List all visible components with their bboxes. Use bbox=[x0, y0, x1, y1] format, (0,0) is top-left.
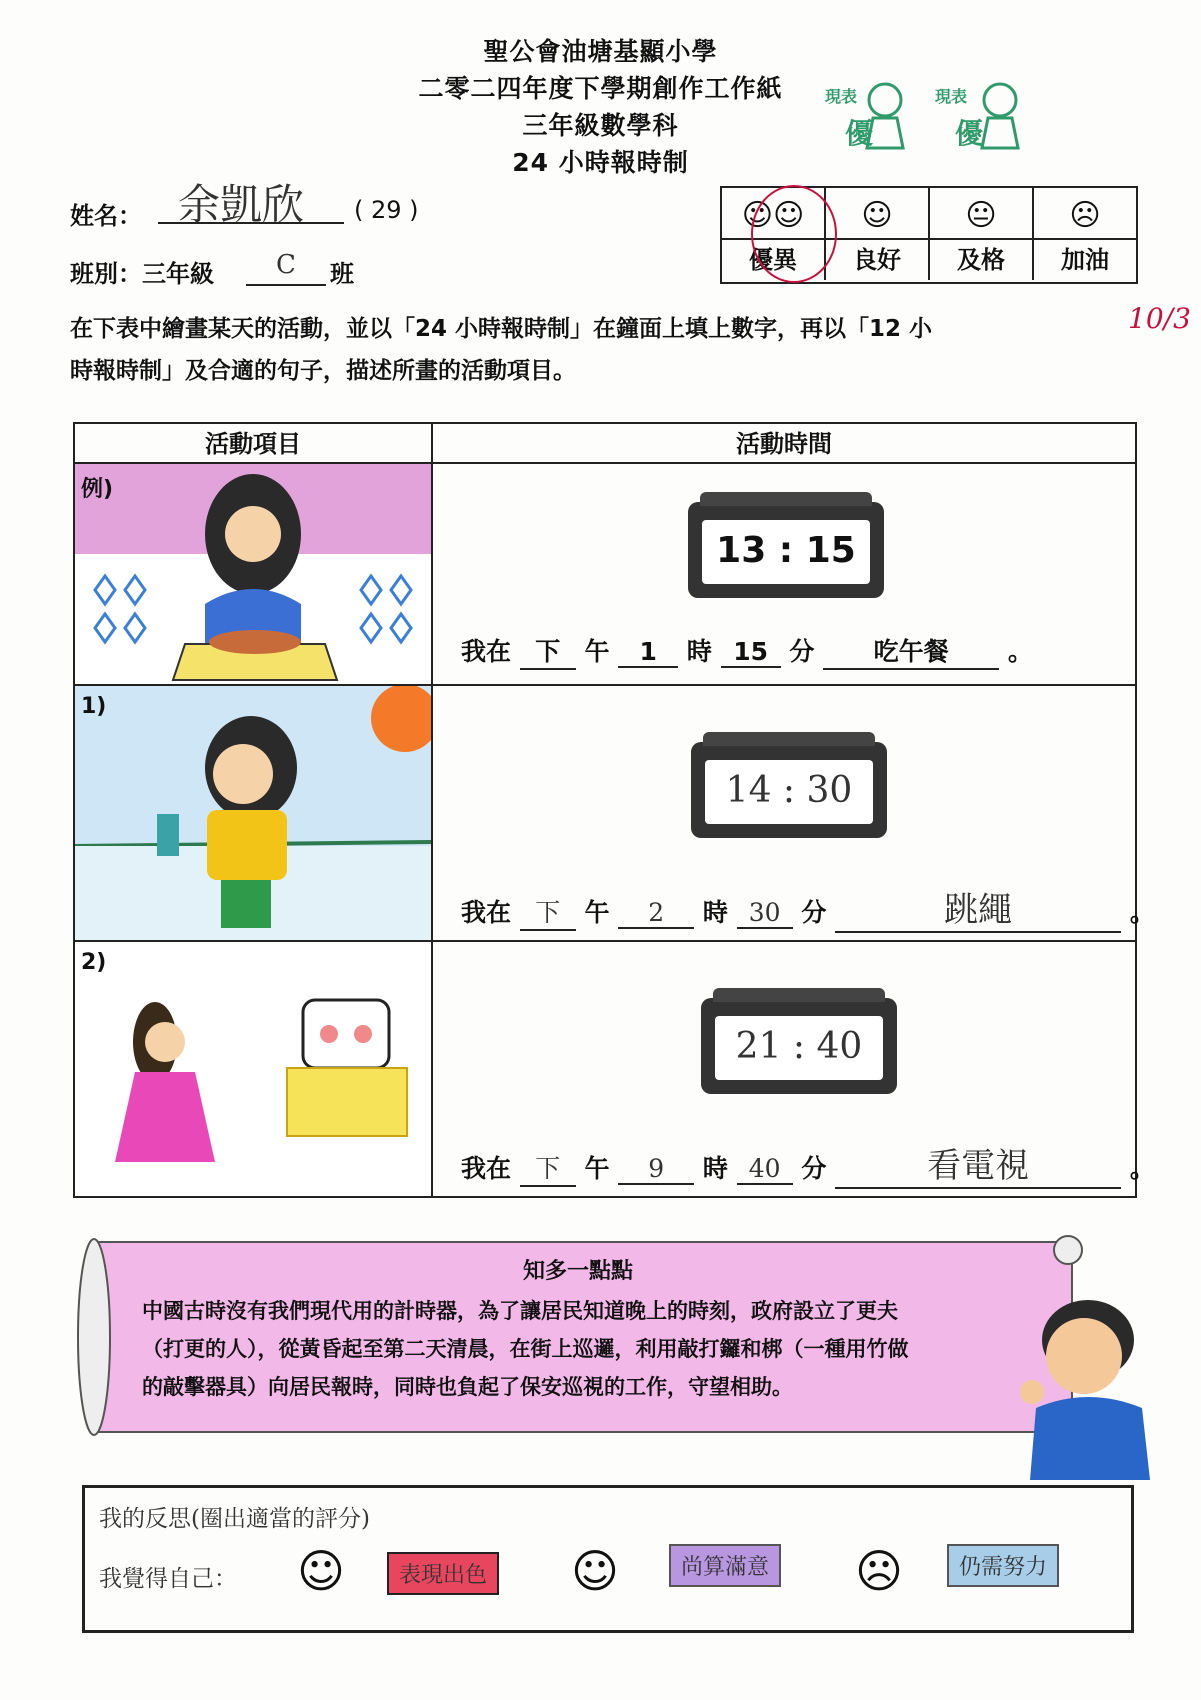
sentence-word: 我在 bbox=[461, 1154, 512, 1183]
sentence-end: 。 bbox=[1129, 1154, 1155, 1183]
time-cell bbox=[433, 464, 1135, 684]
digital-clock bbox=[701, 998, 897, 1094]
column-header-time: 活動時間 bbox=[432, 423, 1136, 463]
sentence-end: 。 bbox=[1007, 637, 1033, 666]
option-excellent[interactable]: 表現出色 bbox=[387, 1552, 499, 1595]
row-label: 1) bbox=[81, 694, 107, 719]
table-row bbox=[74, 463, 1136, 685]
grade-pass[interactable] bbox=[930, 188, 1034, 280]
sentence-word: 時 bbox=[686, 637, 712, 666]
class-label: 班別：三年級 bbox=[70, 260, 214, 288]
sentence-end: 。 bbox=[1129, 898, 1155, 927]
time-cell bbox=[433, 686, 1155, 940]
table-row bbox=[74, 941, 1136, 1197]
sad-face-icon: ☹ bbox=[1069, 198, 1101, 233]
sentence-word: 時 bbox=[702, 1154, 728, 1183]
column-header-activity: 活動項目 bbox=[74, 423, 432, 463]
excellent-faces-icon: ☺☺ bbox=[741, 198, 805, 233]
option-satisfactory[interactable]: 尚算滿意 bbox=[669, 1544, 781, 1587]
knowledge-line: （打更的人），從黃昏起至第二天清晨，在街上巡邏，利用敲打鑼和梆（一種用竹做 bbox=[142, 1337, 909, 1361]
class-suffix: 班 bbox=[330, 260, 354, 288]
neutral-face-icon: 😐 bbox=[965, 198, 997, 233]
activity-table bbox=[73, 422, 1155, 1198]
row-label: 例) bbox=[81, 477, 114, 502]
knowledge-title: 知多一點點 bbox=[522, 1259, 633, 1284]
minute-blank[interactable]: 40 bbox=[737, 1154, 793, 1185]
instruction-line-1: 在下表中繪畫某天的活動，並以「24 小時報時制」在鐘面上填上數字，再以「12 小 bbox=[70, 316, 933, 342]
option-needs-effort[interactable]: 仍需努力 bbox=[947, 1544, 1059, 1587]
name-value: 余凱欣 bbox=[178, 180, 305, 229]
row-label: 2) bbox=[81, 950, 107, 975]
grade-label: 良好 bbox=[826, 238, 928, 280]
skipping-drawing bbox=[75, 686, 431, 940]
stamp-text-2: 優 bbox=[845, 117, 874, 150]
grade-try-harder[interactable] bbox=[1034, 188, 1136, 280]
drawing-skipping bbox=[75, 686, 431, 940]
hour-blank[interactable]: 2 bbox=[618, 898, 694, 929]
digital-clock bbox=[691, 742, 887, 838]
grade-label: 加油 bbox=[1034, 238, 1136, 280]
clock-display: 14 : 30 bbox=[705, 760, 873, 824]
grade-label: 及格 bbox=[930, 238, 1032, 280]
time-cell bbox=[433, 942, 1155, 1196]
instruction-line-2: 時報時制」及合適的句子，描述所畫的活動項目。 bbox=[70, 358, 576, 384]
name-label: 姓名： bbox=[70, 202, 142, 230]
boy-illustration bbox=[1010, 1290, 1160, 1480]
activity-blank[interactable]: 看電視 bbox=[835, 1138, 1121, 1189]
sentence-word: 午 bbox=[584, 898, 610, 927]
reflection-box bbox=[82, 1485, 1134, 1633]
knowledge-line: 的敲擊器具）向居民報時，同時也負起了保安巡視的工作，守望相助。 bbox=[142, 1375, 793, 1399]
knowledge-scroll bbox=[72, 1232, 1084, 1446]
sentence-word: 時 bbox=[702, 898, 728, 927]
sentence-word: 分 bbox=[789, 637, 815, 666]
score-mark: 10/3 bbox=[1128, 302, 1191, 335]
stamp-text-4: 優 bbox=[955, 117, 984, 150]
ampm-blank[interactable]: 下 bbox=[520, 1149, 576, 1187]
sentence-word: 分 bbox=[801, 1154, 827, 1183]
subject-title: 三年級數學科 bbox=[522, 111, 679, 140]
name-field[interactable] bbox=[158, 172, 344, 229]
stamp-text-3: 現表 bbox=[935, 87, 968, 106]
reflection-title: 我的反思(圈出適當的評分) bbox=[99, 1506, 370, 1532]
reflection-prompt: 我覺得自己： bbox=[99, 1566, 237, 1592]
table-row bbox=[74, 685, 1136, 941]
clock-display: 21 : 40 bbox=[715, 1016, 883, 1080]
teacher-circle-mark bbox=[742, 182, 852, 286]
hour-blank[interactable]: 1 bbox=[618, 637, 678, 668]
grading-box bbox=[720, 186, 1138, 284]
ampm-blank[interactable]: 下 bbox=[520, 893, 576, 931]
tv-drawing bbox=[75, 942, 431, 1196]
stamp-text-1: 現表 bbox=[825, 87, 858, 106]
minute-blank[interactable]: 30 bbox=[737, 898, 793, 929]
school-name: 聖公會油塘基顯小學 bbox=[483, 37, 718, 66]
time-sentence bbox=[461, 632, 1033, 670]
sentence-word: 分 bbox=[801, 898, 827, 927]
sentence-word: 午 bbox=[584, 637, 610, 666]
student-number: ( 29 ) bbox=[354, 196, 419, 224]
smile-face-icon: ☺ bbox=[861, 198, 893, 233]
minute-blank[interactable]: 15 bbox=[721, 637, 781, 668]
performance-stamp bbox=[815, 72, 1045, 162]
time-sentence bbox=[461, 1138, 1155, 1189]
sentence-word: 我在 bbox=[461, 898, 512, 927]
content-kid-icon: ☺ bbox=[571, 1544, 619, 1598]
drawing-tv bbox=[75, 942, 431, 1196]
knowledge-line: 中國古時沒有我們現代用的計時器，為了讓居民知道晚上的時刻，政府設立了更夫 bbox=[142, 1299, 898, 1323]
sentence-word: 我在 bbox=[461, 637, 512, 666]
ampm-blank[interactable]: 下 bbox=[520, 632, 576, 670]
hour-blank[interactable]: 9 bbox=[618, 1154, 694, 1185]
digital-clock bbox=[688, 502, 884, 598]
time-sentence bbox=[461, 882, 1155, 933]
happy-kid-icon: ☺ bbox=[297, 1544, 345, 1598]
worksheet-title: 二零二四年度下學期創作工作紙 bbox=[418, 74, 783, 103]
knowledge-text bbox=[142, 1292, 909, 1406]
clock-display: 13 : 15 bbox=[702, 520, 870, 584]
sentence-word: 午 bbox=[584, 1154, 610, 1183]
topic-title: 24 小時報時制 bbox=[512, 148, 689, 177]
worried-kid-icon: ☹ bbox=[855, 1544, 903, 1598]
activity-blank[interactable]: 吃午餐 bbox=[823, 632, 999, 670]
grade-label: 優異 bbox=[722, 238, 824, 280]
class-field[interactable] bbox=[246, 250, 326, 286]
activity-blank[interactable]: 跳繩 bbox=[835, 882, 1121, 933]
class-value: C bbox=[276, 250, 296, 280]
lunch-drawing bbox=[75, 464, 431, 684]
drawing-lunch bbox=[75, 464, 431, 684]
